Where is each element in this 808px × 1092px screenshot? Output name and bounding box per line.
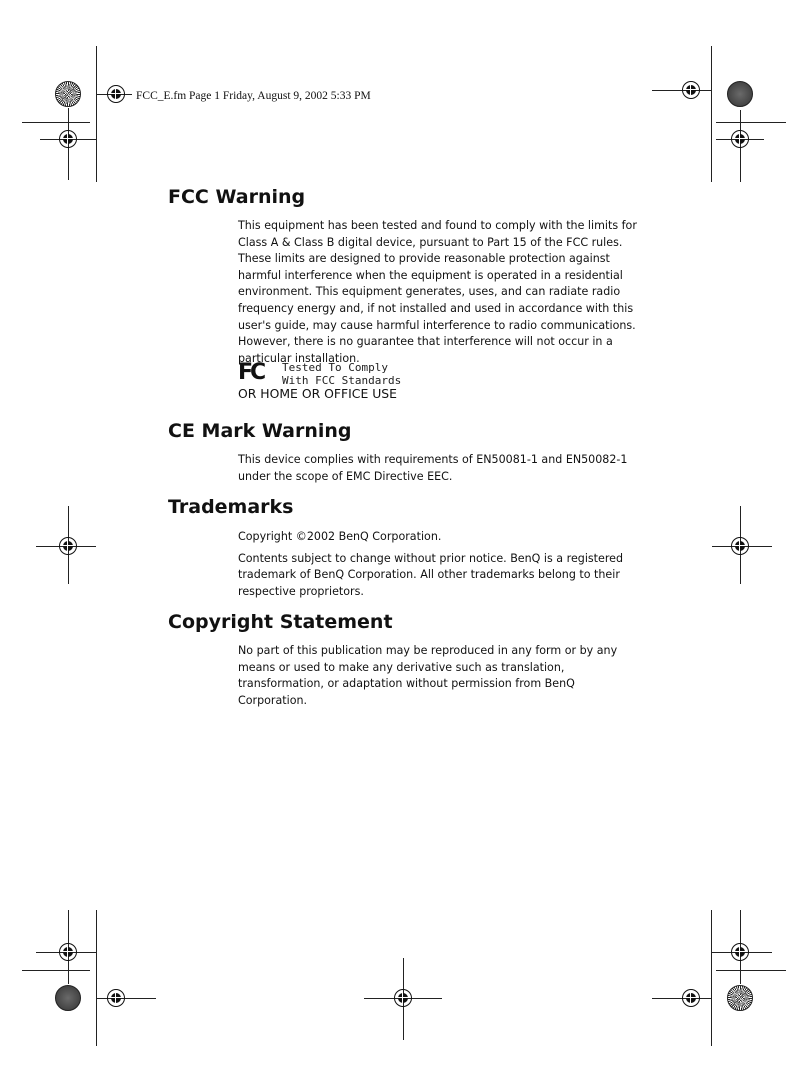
registration-mark-icon	[59, 943, 77, 961]
registration-mark-icon	[394, 989, 412, 1007]
registration-mark-icon	[59, 130, 77, 148]
ce-mark-paragraph: This device complies with requirements of EN50081-1 and EN50082-1 under the scope of EMC Directive EEC.	[238, 453, 628, 483]
ce-mark-body	[238, 452, 646, 485]
crop-line	[22, 122, 90, 123]
registration-mark-icon	[59, 537, 77, 555]
fcc-tested-line2: With FCC Standards	[282, 374, 402, 387]
fcc-warning-body	[238, 218, 646, 367]
trademarks-paragraph: Contents subject to change without prior notice. BenQ is a registered trademark of BenQ Corporation. All other trademarks belong to their respective proprietors.	[238, 551, 624, 598]
fcc-tested-text	[282, 361, 401, 387]
registration-mark-icon	[682, 989, 700, 1007]
trademarks-heading: Trademarks	[168, 496, 294, 518]
trademarks-body	[238, 529, 646, 600]
starburst-mark-icon	[55, 81, 81, 107]
trademarks-copyright-line: Copyright ©2002 BenQ Corporation.	[238, 530, 442, 543]
crop-line	[711, 910, 712, 1046]
registration-mark-icon	[731, 943, 749, 961]
fcc-warning-paragraph: This equipment has been tested and found to comply with the limits for Class A & Class B digital device, pursuant to Part 15 of the FCC rules. These limits are designed to provide reasonable protection against harmful interference when the equipment is operated in a residential environment. This equipment generates, uses, and can radiate radio frequency energy and, if not installed and used in accordance with this user's guide, may cause harmful interference to radio communications. However, there is no guarantee that interference will not occur in a particular installation.	[238, 219, 637, 365]
registration-mark-icon	[107, 85, 125, 103]
starburst-mark-icon	[727, 985, 753, 1011]
crop-line	[96, 910, 97, 1046]
fcc-home-office-text: OR HOME OR OFFICE USE	[238, 386, 397, 401]
registration-mark-icon	[682, 81, 700, 99]
file-header-line: FCC_E.fm Page 1 Friday, August 9, 2002 5:33 PM	[136, 90, 371, 102]
crop-line	[716, 122, 786, 123]
registration-mark-icon	[731, 130, 749, 148]
crop-line	[716, 970, 786, 971]
copyright-statement-paragraph: No part of this publication may be reproduced in any form or by any means or used to make any derivative such as translation, transformation, or adaptation without permission from BenQ Corporation.	[238, 644, 618, 707]
gray-dot-mark-icon	[727, 81, 753, 107]
registration-mark-icon	[107, 989, 125, 1007]
ce-mark-heading: CE Mark Warning	[168, 420, 352, 442]
crop-line	[96, 998, 156, 999]
fcc-compliance-logo	[238, 360, 418, 404]
gray-dot-mark-icon	[55, 985, 81, 1011]
crop-line	[711, 46, 712, 182]
copyright-statement-heading: Copyright Statement	[168, 611, 393, 633]
registration-mark-icon	[731, 537, 749, 555]
fcc-warning-heading: FCC Warning	[168, 186, 306, 208]
fcc-tested-line1: Tested To Comply	[282, 361, 388, 374]
crop-line	[22, 970, 90, 971]
fcc-logo-icon: FC	[238, 360, 264, 385]
copyright-statement-body	[238, 643, 646, 709]
crop-line	[96, 46, 97, 182]
